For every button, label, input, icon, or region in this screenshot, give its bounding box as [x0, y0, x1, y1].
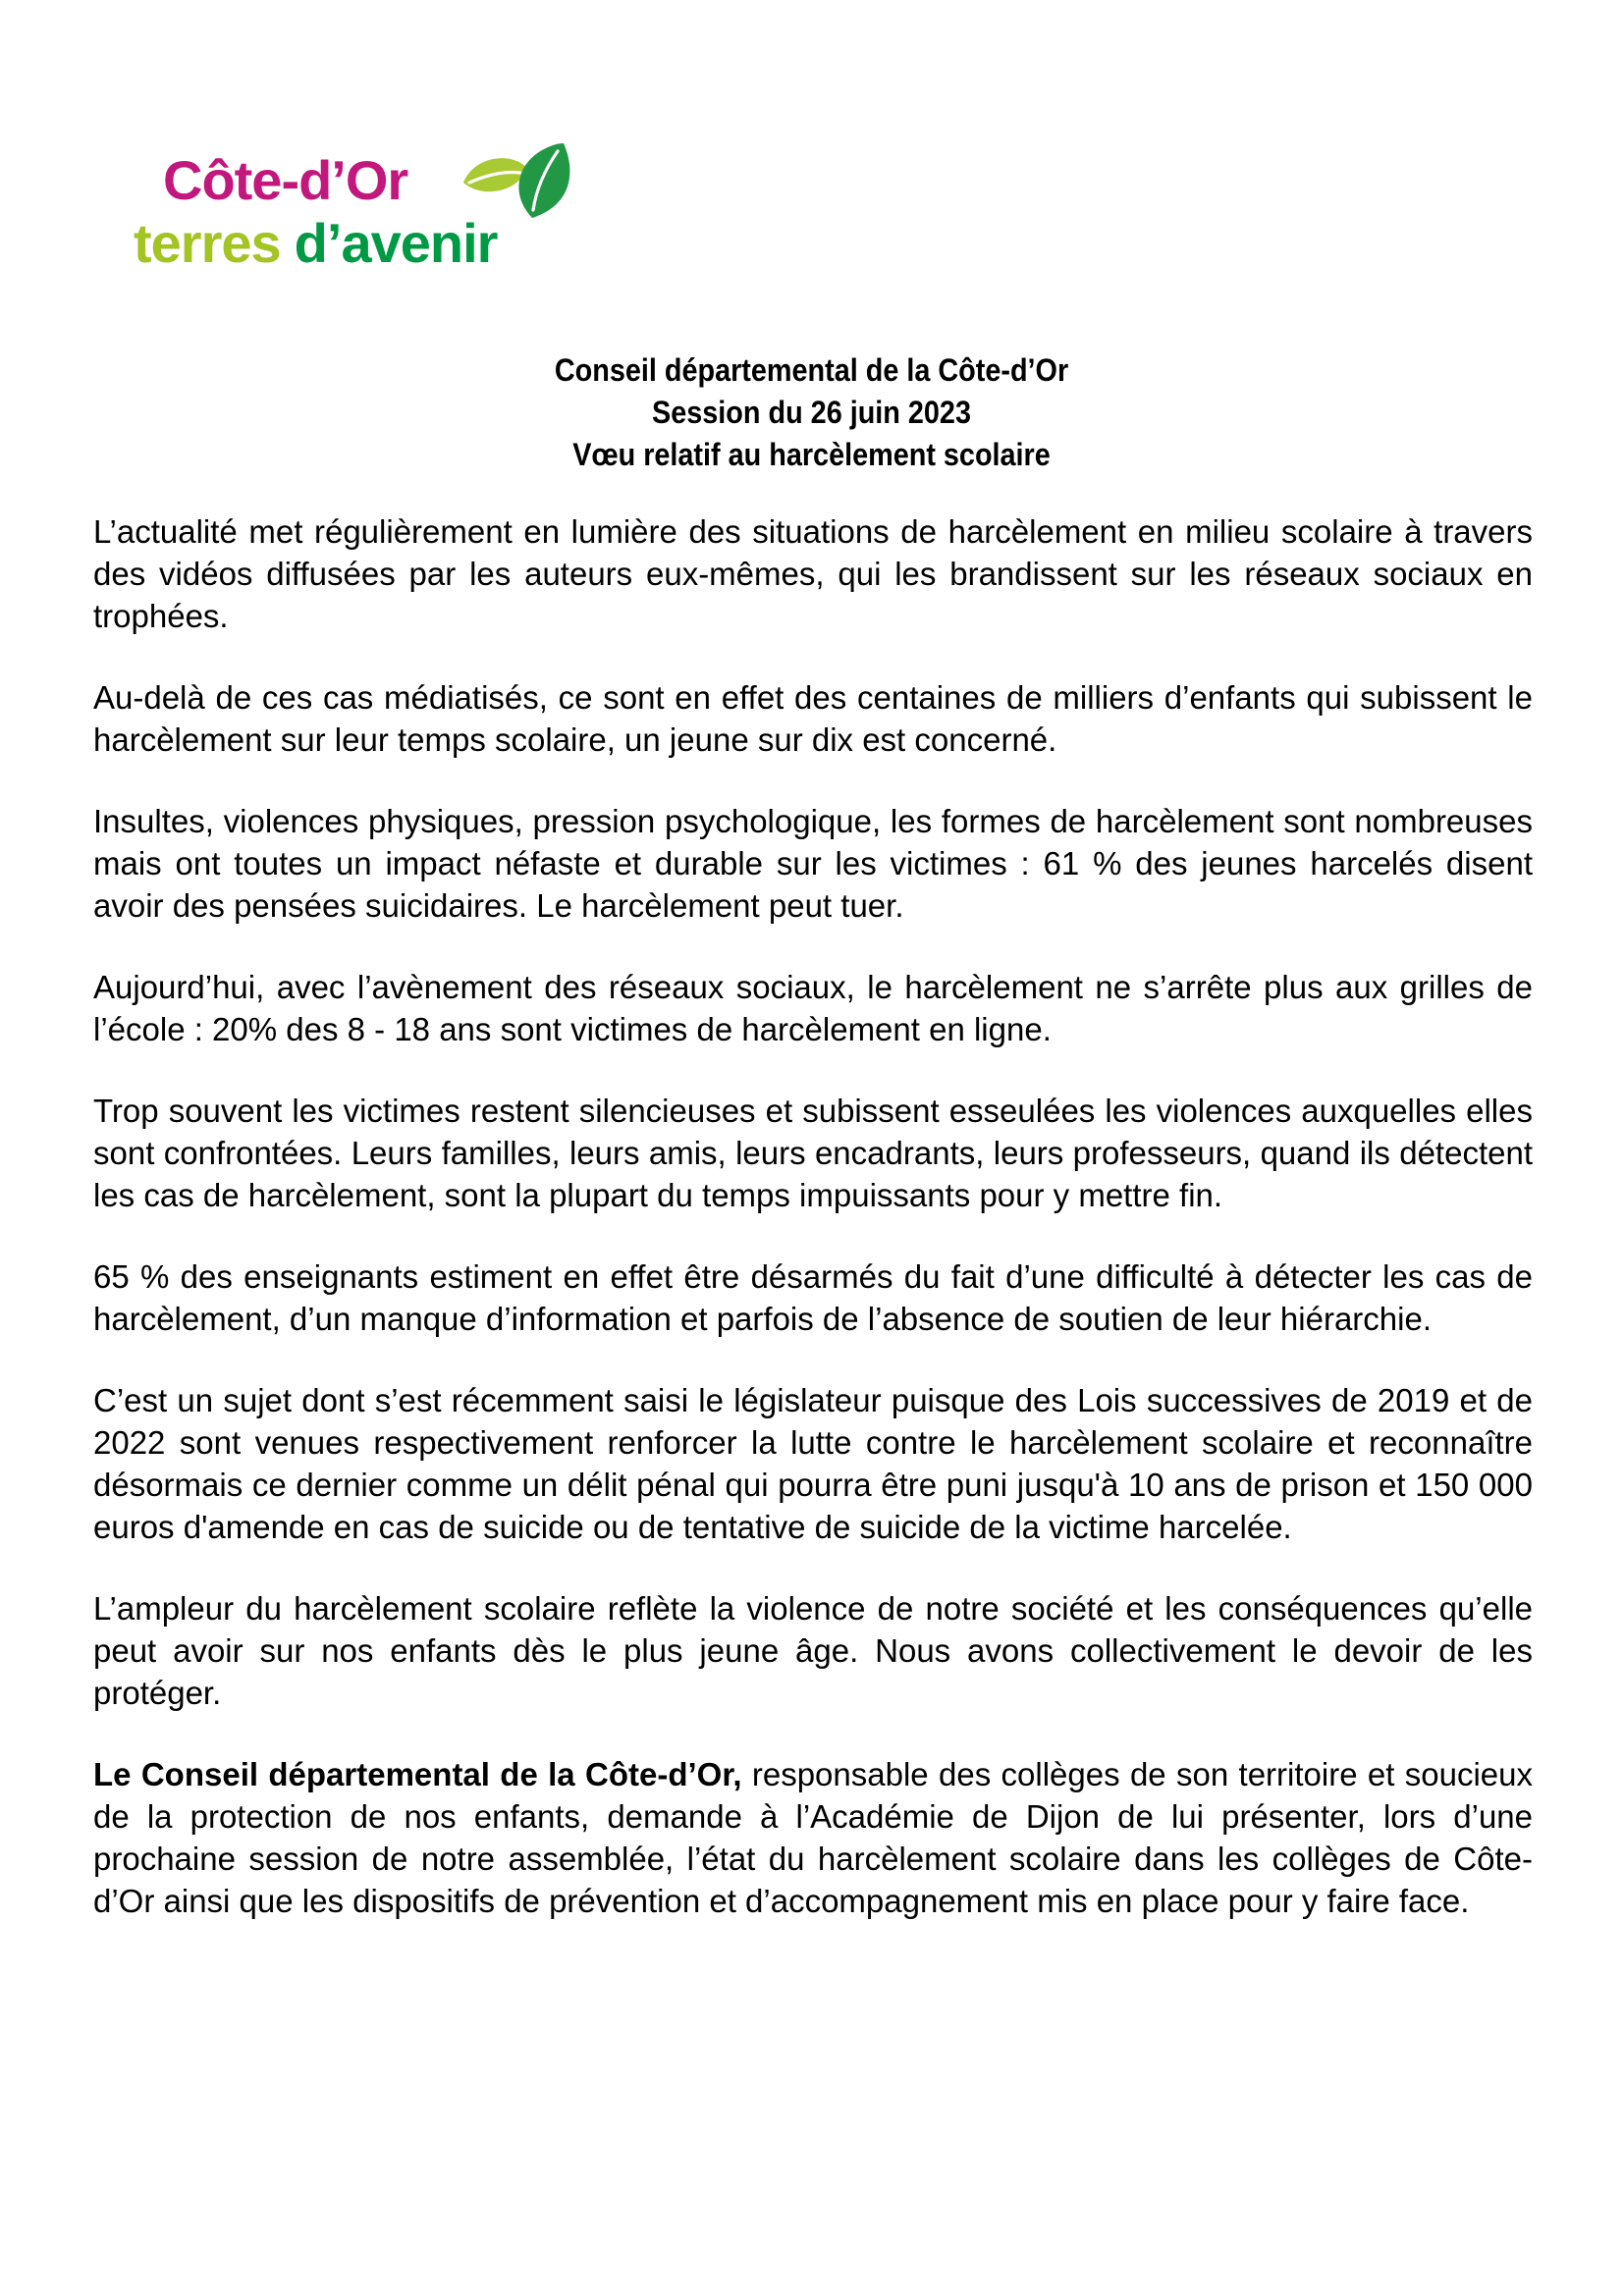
logo-title: Côte-d’Or	[163, 149, 408, 211]
paragraph-aujourdhui: Aujourd’hui, avec l’avènement des réseaux sociaux, le harcèlement ne s’arrête plus aux grilles de l’école : 20% des 8 - 18 ans sont victimes de harcèlement en ligne.	[93, 969, 1533, 1047]
paragraph-ampleur: L’ampleur du harcèlement scolaire reflète la violence de notre société et les conséquences qu’elle peut avoir sur nos enfants dès le plus jeune âge. Nous avons collectivement le devoir de les protéger.	[93, 1590, 1533, 1711]
title-line-2: Session du 26 juin 2023	[652, 395, 971, 430]
document-body	[93, 510, 1533, 1961]
title-line-3: Vœu relatif au harcèlement scolaire	[572, 437, 1051, 472]
paragraph-conclusion-text: responsable des collèges de son territoire et soucieux de la protection de nos enfants, demande à l’Académie de Dijon de lui présenter, lors d’une prochaine session de notre assemblée, l’état du harcèlement scolaire dans les collèges de Côte-d’Or ainsi que les dispositifs de prévention et d’accompagnement mis en place pour y faire face.	[93, 1756, 1534, 1919]
logo-subtitle-word-avenir: d’avenir	[294, 212, 498, 274]
document-title	[81, 349, 1542, 476]
logo-subtitle-word-terres: terres	[134, 212, 281, 274]
paragraph-conclusion	[93, 1753, 1533, 1922]
paragraph-legislateur: C’est un sujet dont s’est récemment saisi le législateur puisque des Lois successives de 2019 et de 2022 sont venues respectivement renforcer la lutte contre le harcèlement scolaire et reconnaître désormais ce dernier comme un délit pénal qui pourra être puni jusqu'à 10 ans de prison et 150 000 euros d'amende en cas de suicide ou de tentative de suicide de la victime harcelée.	[93, 1382, 1533, 1545]
paragraph-insultes: Insultes, violences physiques, pression psychologique, les formes de harcèlement sont nombreuses mais ont toutes un impact néfaste et durable sur les victimes : 61 % des jeunes harcelés disent avoir des pensées suicidaires. Le harcèlement peut tuer.	[93, 803, 1533, 924]
paragraph-conclusion-bold-lead: Le Conseil départemental de la Côte-d’Or,	[93, 1756, 742, 1792]
title-line-1: Conseil départemental de la Côte-d’Or	[554, 352, 1069, 388]
paragraph-au-dela: Au-delà de ces cas médiatisés, ce sont en effet des centaines de milliers d’enfants qui subissent le harcèlement sur leur temps scolaire, un jeune sur dix est concerné.	[93, 679, 1533, 758]
logo-subtitle	[134, 212, 683, 274]
paragraph-actualite: L’actualité met régulièrement en lumière des situations de harcèlement en milieu scolaire à travers des vidéos diffusées par les auteurs eux-mêmes, qui les brandissent sur les réseaux sociaux en trophées.	[93, 513, 1533, 634]
paragraph-trop-souvent: Trop souvent les victimes restent silencieuses et subissent esseulées les violences auxquelles elles sont confrontées. Leurs familles, leurs amis, leurs encadrants, leurs professeurs, quand ils détectent les cas de harcèlement, sont la plupart du temps impuissants pour y mettre fin.	[93, 1093, 1533, 1213]
cote-dor-logo	[134, 149, 683, 274]
leaves-icon	[461, 141, 577, 228]
paragraph-enseignants: 65 % des enseignants estiment en effet être désarmés du fait d’une difficulté à détecter les cas de harcèlement, d’un manque d’information et parfois de l’absence de soutien de leur hiérarchie.	[93, 1258, 1533, 1337]
